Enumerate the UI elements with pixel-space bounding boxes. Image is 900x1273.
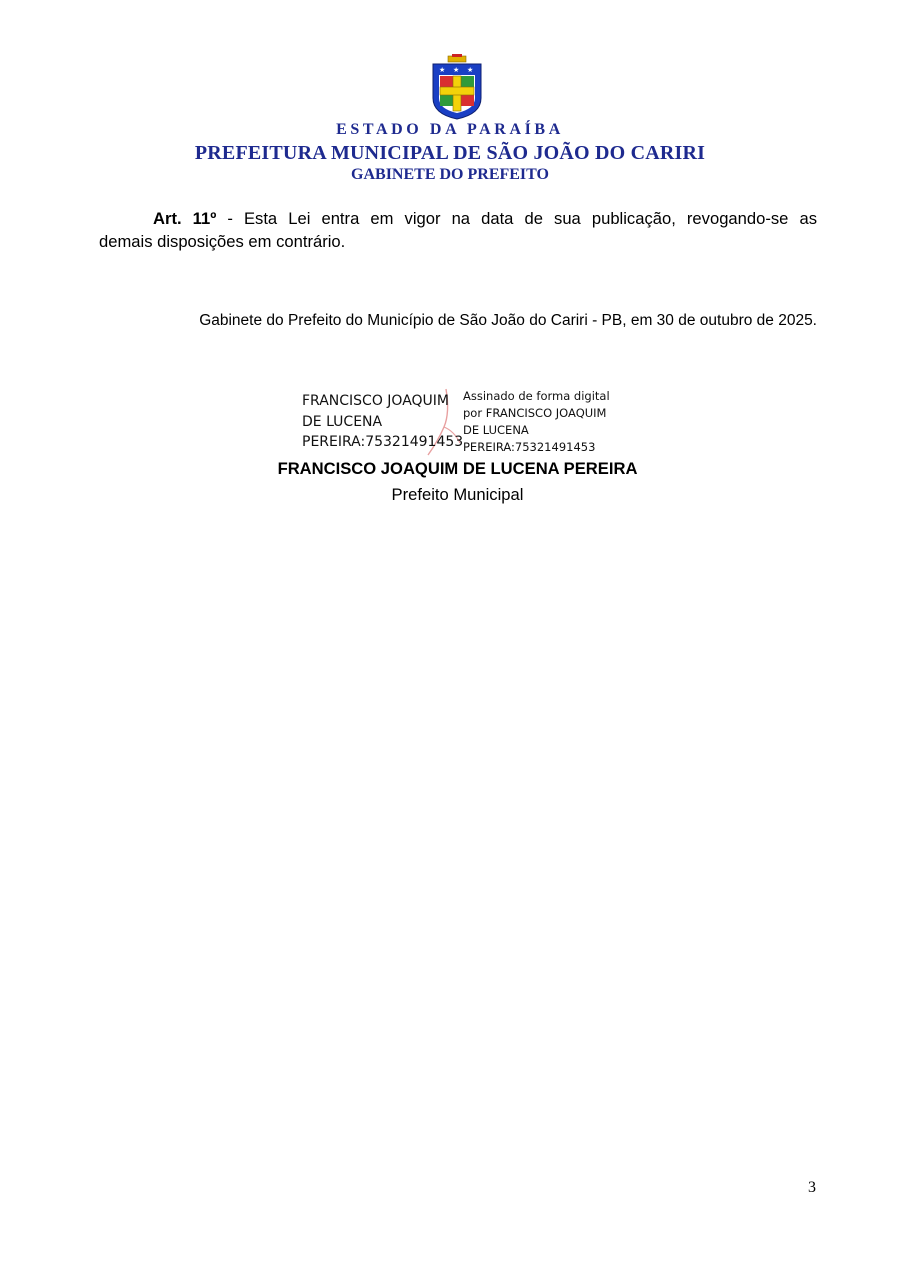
- sig-name-line: FRANCISCO JOAQUIM: [302, 393, 450, 409]
- office-heading: GABINETE DO PREFEITO: [351, 166, 549, 183]
- article-label: Art. 11º: [153, 209, 217, 228]
- city-hall-heading: PREFEITURA MUNICIPAL DE SÃO JOÃO DO CARIRI: [194, 142, 706, 164]
- digital-signature-name: [302, 391, 467, 453]
- sig-info-line: DE LUCENA: [463, 423, 529, 437]
- sig-info-line: Assinado de forma digital: [463, 389, 610, 403]
- article-paragraph: [99, 207, 817, 253]
- article-text-1: - Esta Lei entra em vigor na data de sua publicação, revogando-se as: [216, 209, 817, 228]
- svg-text:★: ★: [439, 66, 446, 74]
- signer-name: FRANCISCO JOAQUIM DE LUCENA PEREIRA: [277, 459, 638, 478]
- sig-name-line: PEREIRA:75321491453: [302, 434, 464, 450]
- svg-text:★: ★: [467, 66, 474, 74]
- sig-name-line: DE LUCENA: [302, 413, 383, 430]
- article-line-1: [99, 207, 817, 230]
- signer-role: Prefeito Municipal: [391, 485, 524, 504]
- article-line-2: demais disposições em contrário.: [99, 232, 346, 251]
- digital-signature-info: [463, 388, 633, 456]
- svg-text:★: ★: [453, 66, 460, 74]
- dateline: Gabinete do Prefeito do Município de São João do Cariri - PB, em 30 de outubro de 2025.: [199, 312, 817, 329]
- coat-of-arms-icon: [431, 54, 483, 120]
- page-number: 3: [808, 1179, 816, 1196]
- sig-info-line: por FRANCISCO JOAQUIM: [463, 406, 607, 420]
- state-heading: ESTADO DA PARAÍBA: [336, 121, 564, 138]
- sig-info-line: PEREIRA:75321491453: [463, 440, 596, 454]
